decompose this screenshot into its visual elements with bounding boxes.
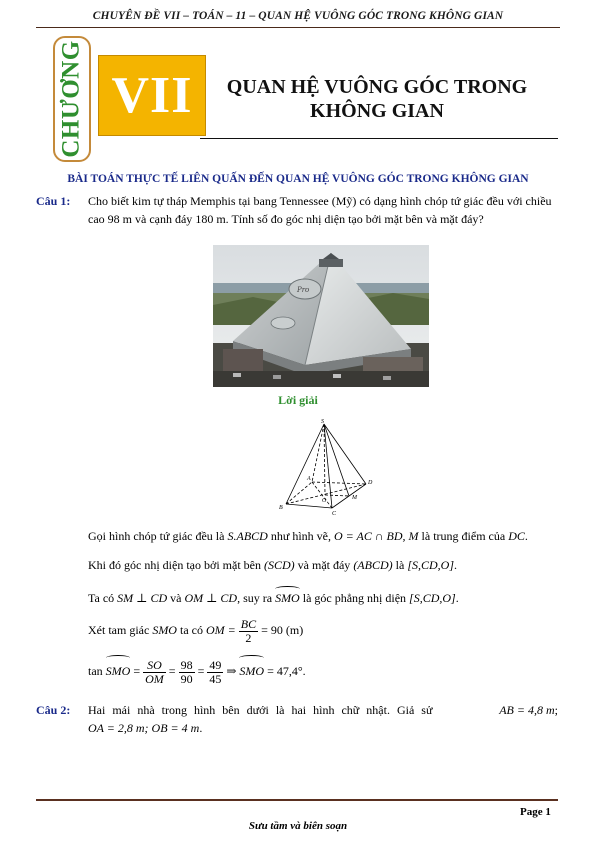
sol4-frac-den: 2: [245, 630, 252, 645]
q2-line1: [88, 701, 558, 719]
chapter-title: [212, 75, 542, 123]
section-title: BÀI TOÁN THỰC TẾ LIÊN QUẤN ĐẾN QUAN HỆ VUÔNG GÓC TRONG KHÔNG GIAN: [67, 173, 529, 185]
sol5-eq2: =: [168, 664, 176, 678]
q1-base-edge: 180 m: [195, 212, 226, 226]
q1-text: [88, 192, 558, 228]
vertex-C-label: C: [332, 511, 337, 516]
sol2-text3: là: [395, 558, 405, 572]
header-rule: [36, 27, 560, 28]
chapter-title-line1: QUAN HỆ VUÔNG GÓC TRONG: [226, 76, 528, 98]
page-number: Page 1: [520, 806, 551, 818]
q2-line2: [88, 719, 558, 737]
edge-AD: [312, 482, 366, 484]
running-header: CHUYÊN ĐỀ VII – TOÁN – 11 – QUAN HỆ VUÔNG GÓC TRONG KHÔNG GIAN: [92, 10, 504, 22]
sol5-frac1: [143, 659, 166, 686]
q1-label: Câu 1:: [36, 194, 71, 208]
vertex-D-label: D: [368, 480, 373, 486]
solution-line1: [88, 527, 558, 545]
footer-text: Sưu tầm và biên soạn: [248, 820, 348, 832]
sol5-frac3: [207, 659, 223, 686]
sol3-period: .: [455, 591, 459, 605]
vertex-B-label: B: [279, 505, 283, 511]
q2-ab: AB = 4,8 m: [499, 703, 555, 717]
pyramid-diagram: [272, 416, 376, 516]
sol4-result: = 90 (m): [261, 623, 304, 637]
edge-BC: [286, 504, 332, 508]
sol5-frac1-num: SO: [143, 659, 166, 673]
sol2-plane-ABCD: (ABCD): [353, 558, 393, 572]
sol4-text: Xét tam giác: [88, 623, 150, 637]
q2-period: .: [199, 721, 203, 735]
pyramid-photo-illustration: [213, 245, 429, 387]
sol1-segment: DC: [508, 529, 525, 543]
sol1-text: Gọi hình chóp tứ giác đều là: [88, 529, 225, 543]
footer-rule: [36, 799, 558, 801]
sol4-triangle: SMO: [152, 623, 177, 637]
sol1-pyramid-name: S.ABCD: [227, 529, 268, 543]
sol5-tan: tan: [88, 664, 103, 678]
q2-label: Câu 2:: [36, 703, 71, 717]
sol3-text3: là góc phẳng nhị diện: [302, 591, 407, 605]
chapter-number: VII: [111, 67, 193, 124]
sol5-frac3-den: 45: [209, 671, 222, 686]
q2-label-wrap: [36, 701, 88, 719]
sol5-frac3-num: 49: [209, 657, 222, 672]
sol3-perp1: SM ⊥ CD: [117, 591, 168, 605]
sol1-period: .: [524, 529, 528, 543]
sol3-dihedral: [S,CD,O]: [409, 591, 456, 605]
q2-oa-ob: OA = 2,8 m; OB = 4 m: [88, 721, 200, 735]
sol5-result: = 47,4°.: [267, 664, 306, 678]
sol5-frac2: [179, 659, 195, 686]
sol5-angle: SMO: [106, 658, 131, 684]
sol5-eq1: =: [133, 664, 141, 678]
solution-line4: [88, 617, 558, 645]
q1-line1: Cho biết kim tự tháp Memphis tại bang Tennessee (Mỹ) có dạng hình chóp tứ giác đều với chiều: [88, 194, 552, 208]
sol2-plane-SCD: (SCD): [263, 558, 295, 572]
sol2-dihedral: [S,CD,O]: [407, 558, 454, 572]
sol4-fraction: [239, 618, 258, 645]
sol3-perp2: OM ⊥ CD: [184, 591, 238, 605]
sol3-text2: , suy ra: [237, 591, 273, 605]
edge-SA: [312, 424, 324, 482]
sol3-text: Ta có: [88, 591, 115, 605]
q1-question: . Tính số đo góc nhị diện tạo bởi mặt bên và mặt đáy?: [225, 212, 484, 226]
sol3-and: và: [170, 591, 182, 605]
q2-text-main: Hai mái nhà trong hình bên dưới là hai hình chữ nhật. Giả sử: [88, 703, 433, 717]
vertex-S-label: S: [321, 419, 324, 425]
sol2-text: Khi đó góc nhị diện tạo bởi mặt bên: [88, 558, 261, 572]
q2-ab-wrap: [499, 701, 558, 719]
chapter-rule: [200, 138, 558, 139]
segment-OM: [325, 495, 349, 496]
point-O-label: O: [322, 498, 327, 504]
pyramid-diagram-svg: [272, 416, 376, 516]
edge-SB: [286, 424, 324, 504]
q1-label-wrap: [36, 192, 88, 210]
sol4-om: OM =: [205, 623, 236, 637]
q1-line2: [88, 210, 558, 228]
solution-label: Lời giải: [278, 393, 318, 407]
q2-semicolon: ;: [554, 703, 558, 717]
point-M-label: M: [352, 495, 357, 501]
vertex-A-label: A: [307, 476, 311, 482]
svg-text:Pro: Pro: [297, 286, 310, 294]
solution-line2: [88, 556, 558, 574]
sol1-text3: là trung điểm của: [421, 529, 506, 543]
sol5-eq3: =: [197, 664, 205, 678]
solution-line3: [88, 589, 558, 607]
sol3-angle: SMO: [275, 591, 300, 605]
sol5-frac1-den: OM: [145, 671, 164, 686]
sol5-arrow: ⇒: [226, 664, 237, 678]
sol1-intersection: O = AC ∩ BD, M: [334, 529, 419, 543]
sol2-period: .: [454, 558, 457, 572]
solution-line5: [88, 658, 558, 686]
edge-SD: [324, 424, 366, 484]
chapter-number-box: [98, 55, 206, 136]
sol2-text2: và mặt đáy: [297, 558, 351, 572]
chapter-title-line2: KHÔNG GIAN: [310, 100, 444, 122]
sol1-text2: như hình vẽ,: [270, 529, 331, 543]
chapter-label: [53, 36, 91, 162]
q2-text: [88, 701, 558, 737]
q1-height: 98 m: [107, 212, 132, 226]
sol4-text2: ta có: [179, 623, 203, 637]
sol5-angle2: SMO: [239, 658, 264, 684]
sol5-frac2-num: 98: [180, 657, 193, 672]
q1-text-cao: cao: [88, 212, 105, 226]
q1-text-edge: và cạnh đáy: [135, 212, 193, 226]
chapter-label-text: CHƯƠNG: [58, 40, 85, 158]
edge-BA: [286, 482, 312, 504]
sol5-frac2-den: 90: [180, 671, 193, 686]
pyramid-photo: [213, 245, 429, 387]
sol4-frac-num: BC: [240, 616, 257, 631]
